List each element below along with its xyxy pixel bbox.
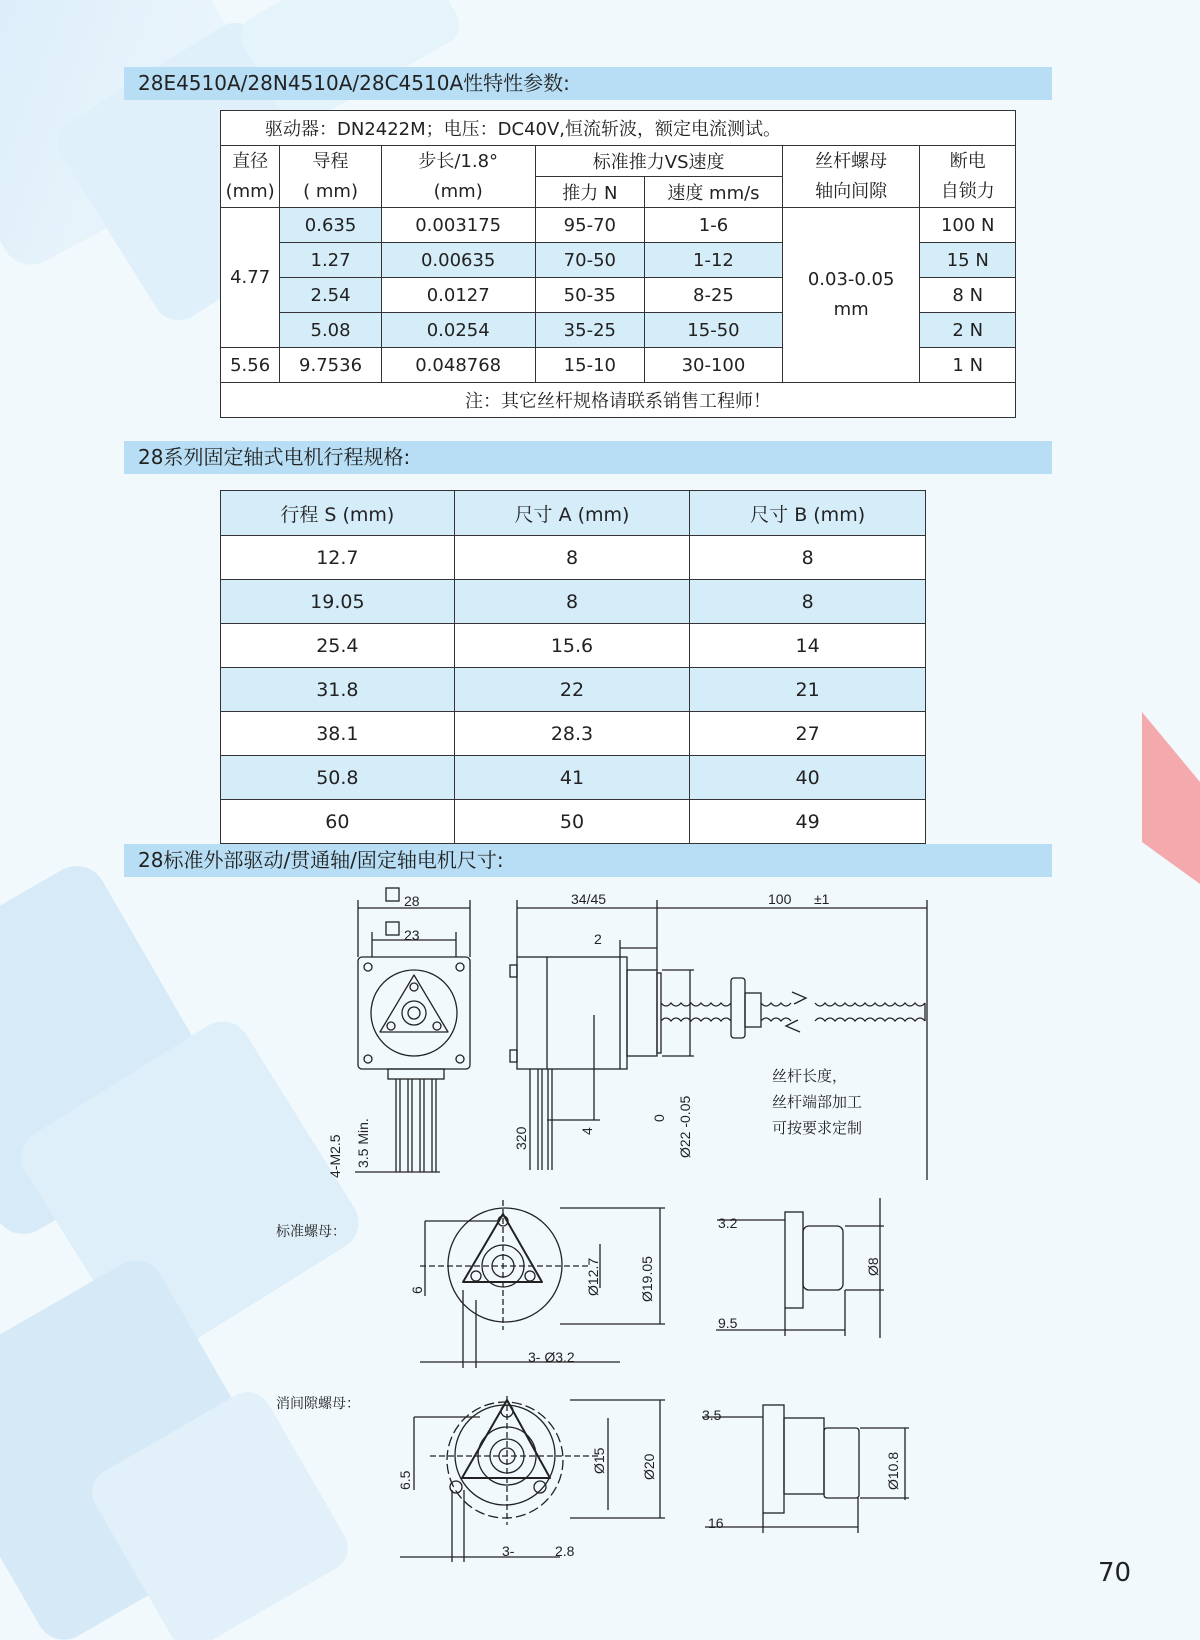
- header-selflock: 断电 自锁力: [920, 146, 1016, 208]
- stroke-cell: 25.4: [221, 624, 455, 668]
- stroke-cell: 31.8: [221, 668, 455, 712]
- size-a-cell: 41: [454, 756, 690, 800]
- header-size-b: 尺寸 B (mm): [690, 491, 926, 536]
- section1-title: 28E4510A/28N4510A/28C4510A性特性参数:: [124, 67, 1052, 100]
- table-row: [221, 536, 926, 580]
- characteristics-table: [220, 110, 1016, 418]
- step-cell: 0.003175: [381, 208, 535, 243]
- dim-phi10-8: Ø10.8: [885, 1451, 901, 1490]
- backlash-cell: 0.03-0.05 mm: [782, 208, 920, 383]
- speed-cell: 15-50: [645, 313, 783, 348]
- dim-phi12-7: Ø12.7: [585, 1257, 601, 1296]
- lead-cell: 2.54: [280, 278, 382, 313]
- selflock-cell: 1 N: [920, 348, 1016, 383]
- table-row: [221, 624, 926, 668]
- thrust-cell: 35-25: [535, 313, 645, 348]
- dim-3-2: 3.2: [718, 1215, 738, 1231]
- table-row: [221, 800, 926, 844]
- table-row: [221, 712, 926, 756]
- dim-28: 28: [404, 893, 420, 909]
- dim-2: 2: [594, 931, 602, 947]
- dim-phi20: Ø20: [641, 1453, 657, 1480]
- dim-3-phi3-2: 3- Ø3.2: [528, 1349, 575, 1365]
- thrust-cell: 50-35: [535, 278, 645, 313]
- anti-backlash-nut-label: 消间隙螺母：: [276, 1395, 360, 1411]
- dim-m25: 4-M2.5: [327, 1134, 343, 1178]
- lead-cell: 1.27: [280, 243, 382, 278]
- thrust-cell: 70-50: [535, 243, 645, 278]
- header-lead: 导程 ( mm): [280, 146, 382, 208]
- footnote: 注：其它丝杆规格请联系销售工程师！: [221, 383, 1016, 418]
- selflock-cell: 15 N: [920, 243, 1016, 278]
- size-a-cell: 8: [454, 580, 690, 624]
- table-row: [221, 668, 926, 712]
- lead-cell: 5.08: [280, 313, 382, 348]
- dim-phi19-05: Ø19.05: [639, 1256, 655, 1302]
- header-thrust: 推力 N: [535, 177, 645, 208]
- dim-4: 4: [579, 1127, 595, 1135]
- size-a-cell: 22: [454, 668, 690, 712]
- screw-note-1: 丝杆长度，: [772, 1068, 848, 1085]
- dim-3-prefix: 3-: [502, 1543, 515, 1559]
- dim-zero: 0: [651, 1114, 667, 1122]
- lead-cell: 0.635: [280, 208, 382, 243]
- step-cell: 0.048768: [381, 348, 535, 383]
- lead-cell: 9.7536: [280, 348, 382, 383]
- stroke-cell: 19.05: [221, 580, 455, 624]
- header-size-a: 尺寸 A (mm): [454, 491, 690, 536]
- selflock-cell: 2 N: [920, 313, 1016, 348]
- dim-phi15: Ø15: [591, 1447, 607, 1474]
- screw-note-3: 可按要求定制: [772, 1120, 863, 1137]
- speed-cell: 1-6: [645, 208, 783, 243]
- size-a-cell: 28.3: [454, 712, 690, 756]
- step-cell: 0.0254: [381, 313, 535, 348]
- speed-cell: 8-25: [645, 278, 783, 313]
- section2-title: 28系列固定轴式电机行程规格:: [124, 441, 1052, 474]
- step-cell: 0.00635: [381, 243, 535, 278]
- size-b-cell: 40: [690, 756, 926, 800]
- dim-phi22: Ø22 -0.05: [677, 1095, 693, 1158]
- size-b-cell: 49: [690, 800, 926, 844]
- stroke-cell: 12.7: [221, 536, 455, 580]
- header-step: 步长/1.8° (mm): [381, 146, 535, 208]
- dim-tolerance: ±1: [814, 891, 830, 907]
- stroke-cell: 60: [221, 800, 455, 844]
- section3-title: 28标准外部驱动/贯通轴/固定轴电机尺寸:: [124, 844, 1052, 877]
- size-b-cell: 27: [690, 712, 926, 756]
- selflock-cell: 100 N: [920, 208, 1016, 243]
- dim-2-8: 2.8: [555, 1543, 575, 1559]
- size-a-cell: 15.6: [454, 624, 690, 668]
- speed-cell: 30-100: [645, 348, 783, 383]
- stroke-spec-table: [220, 490, 926, 844]
- table-row: [221, 580, 926, 624]
- header-speed: 速度 mm/s: [645, 177, 783, 208]
- thrust-cell: 95-70: [535, 208, 645, 243]
- diameter-cell: 4.77: [221, 208, 280, 348]
- page-number: 70: [1098, 1558, 1132, 1588]
- pink-accent-shape: [1142, 712, 1200, 884]
- size-b-cell: 14: [690, 624, 926, 668]
- header-backlash: 丝杆螺母 轴向间隙: [782, 146, 920, 208]
- dim-320: 320: [513, 1126, 529, 1150]
- size-b-cell: 8: [690, 580, 926, 624]
- diameter-cell: 5.56: [221, 348, 280, 383]
- selflock-cell: 8 N: [920, 278, 1016, 313]
- speed-cell: 1-12: [645, 243, 783, 278]
- dim-phi8: Ø8: [865, 1257, 881, 1276]
- driver-note: 驱动器：DN2422M；电压：DC40V,恒流斩波，额定电流测试。: [221, 111, 1016, 146]
- dim-3-5: 3.5: [702, 1407, 722, 1423]
- size-a-cell: 8: [454, 536, 690, 580]
- header-thrust-speed: 标准推力VS速度: [535, 146, 782, 177]
- standard-nut-label: 标准螺母：: [276, 1223, 346, 1239]
- dim-16: 16: [708, 1515, 724, 1531]
- dim-23: 23: [404, 927, 420, 943]
- table-row: [221, 756, 926, 800]
- stroke-cell: 50.8: [221, 756, 455, 800]
- dim-min: 3.5 Min.: [355, 1118, 371, 1168]
- size-b-cell: 21: [690, 668, 926, 712]
- size-b-cell: 8: [690, 536, 926, 580]
- stroke-cell: 38.1: [221, 712, 455, 756]
- dim-9-5: 9.5: [718, 1315, 738, 1331]
- dim-34-45: 34/45: [571, 891, 607, 907]
- thrust-cell: 15-10: [535, 348, 645, 383]
- motor-dimension-drawing: [250, 880, 950, 1580]
- header-stroke: 行程 S (mm): [221, 491, 455, 536]
- header-diameter: 直径 (mm): [221, 146, 280, 208]
- dim-6: 6: [409, 1286, 425, 1294]
- dim-100: 100: [768, 891, 792, 907]
- step-cell: 0.0127: [381, 278, 535, 313]
- screw-note-2: 丝杆端部加工: [772, 1094, 863, 1111]
- dim-6-5: 6.5: [397, 1470, 413, 1490]
- size-a-cell: 50: [454, 800, 690, 844]
